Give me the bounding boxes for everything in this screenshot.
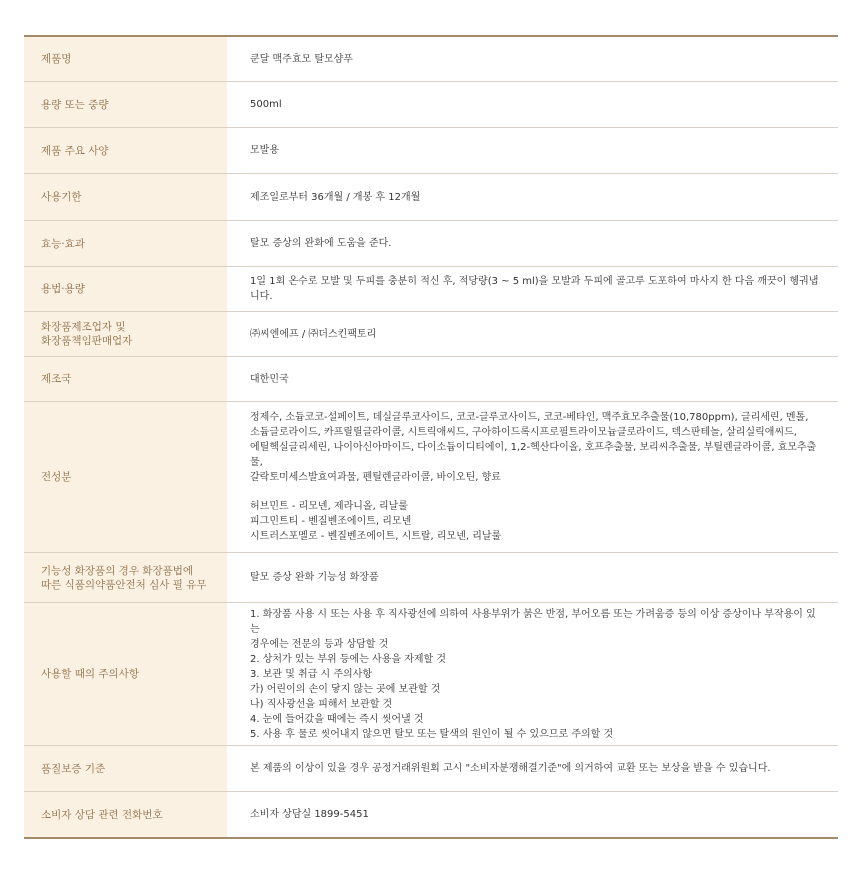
table-row [24, 311, 838, 356]
row-value-efficacy [227, 221, 838, 266]
row-label-contact: 소비자 상담 관련 전화번호 [24, 792, 227, 837]
ingredients-text: 정제수, 소듐코코-설페이트, 데실글루코사이드, 코코-글루코사이드, 코코-베타인, 맥주효모추출물(10,780ppm), 글리세린, 멘톨, 소듐글로라이드, 카프릴릴글라이콜, 시트릭애씨드, 구아하이드록시프로필트라이모늄클로라이드, 덱스판테놀, 살리실릭애씨드, 에틸헥실글리세린, 나이아신아마이드, 다이소듐이디티에이, 1,2-헥산다이올, 호프추출물, 보리씨추출물, 부틸렌글라이콜, 효모추출물, 갈락토미세스발효여과물, 펜틸렌글라이콜, 바이오틴, 향료 [250, 412, 817, 483]
table-row [24, 81, 838, 127]
row-label-spec: 제품 주요 사양 [24, 128, 227, 173]
contact-phone-text: 소비자 상담실 1899-5451 [250, 809, 369, 820]
row-value-product-name [227, 37, 838, 81]
expiry-text: 제조일로부터 36개월 / 개봉 후 12개월 [250, 191, 421, 203]
table-row [24, 220, 838, 266]
row-label-usage: 용법·용량 [24, 267, 227, 311]
product-name-text: 쿤달 맥주효모 탈모샴푸 [250, 53, 353, 65]
table-row [24, 745, 838, 791]
table-row [24, 127, 838, 173]
row-value-cautions [227, 603, 838, 745]
row-value-functional [227, 553, 838, 602]
spec-text: 모발용 [250, 145, 279, 156]
row-label-quality: 품질보증 기준 [24, 746, 227, 791]
product-info-table [24, 35, 838, 839]
row-value-manufacturer [227, 312, 838, 356]
table-row [24, 602, 838, 745]
row-value-spec [227, 128, 838, 173]
row-label-efficacy: 효능·효과 [24, 221, 227, 266]
table-row [24, 266, 838, 311]
row-label-cautions: 사용할 때의 주의사항 [24, 603, 227, 745]
row-value-contact [227, 792, 838, 837]
functional-text: 탈모 증상 완화 기능성 화장품 [250, 572, 379, 583]
row-label-country: 제조국 [24, 357, 227, 401]
row-label-volume: 용량 또는 중량 [24, 82, 227, 127]
cautions-text: 1. 화장품 사용 시 또는 사용 후 직사광선에 의하여 사용부위가 붉은 반점, 부어오름 또는 가려움증 등의 이상 증상이나 부작용이 있는 경우에는 전문의 등과 상담할 것 2. 상처가 있는 부위 등에는 사용을 자제할 것 3. 보관 및 취급 시 주의사항 가) 어린이의 손이 닿지 않는 곳에 보관할 것 나) 직사광선을 피해서 보관할 것 4. 눈에 들어갔을 때에는 즉시 씻어낼 것 5. 사용 후 물로 씻어내지 않으면 탈모 또는 탈색의 원인이 될 수 있으므로 주의할 것 [250, 608, 816, 740]
row-label-functional: 기능성 화장품의 경우 화장품법에 따른 식품의약품안전처 심사 필 유무 [24, 553, 227, 602]
table-row [24, 552, 838, 602]
table-row [24, 401, 838, 552]
table-row [24, 173, 838, 220]
country-text: 대한민국 [250, 373, 289, 385]
row-label-product-name: 제품명 [24, 37, 227, 81]
volume-text: 500ml [250, 99, 282, 110]
table-row [24, 356, 838, 401]
manufacturer-text: ㈜씨엔에프 / ㈜더스킨팩토리 [250, 328, 377, 340]
row-label-expiry: 사용기한 [24, 174, 227, 220]
row-label-ingredients: 전성분 [24, 402, 227, 552]
row-label-manufacturer: 화장품제조업자 및 화장품책임판매업자 [24, 312, 227, 356]
row-value-ingredients [227, 402, 838, 552]
row-value-expiry [227, 174, 838, 220]
efficacy-text: 탈모 증상의 완화에 도움을 준다. [250, 238, 392, 249]
fragrance-text: 허브민트 - 리모넨, 제라니올, 리날룰 피그민트티 - 벤질벤조에이트, 리모넨 시트러스포멜로 - 벤질벤조에이트, 시트랄, 리모넨, 리날룰 [250, 501, 502, 542]
usage-text: 1일 1회 온수로 모발 및 두피를 충분히 적신 후, 적당량(3 ~ 5 ml)을 모발과 두피에 골고루 도포하여 마사지 한 다음 깨끗이 헹궈냅니다. [250, 276, 819, 302]
row-value-volume [227, 82, 838, 127]
table-row [24, 37, 838, 81]
row-value-usage [227, 267, 838, 311]
quality-text: 본 제품의 이상이 있을 경우 공정거래위원회 고시 "소비자분쟁해결기준"에 의거하여 교환 또는 보상을 받을 수 있습니다. [250, 763, 771, 774]
table-row [24, 791, 838, 837]
row-value-quality [227, 746, 838, 791]
row-value-country [227, 357, 838, 401]
